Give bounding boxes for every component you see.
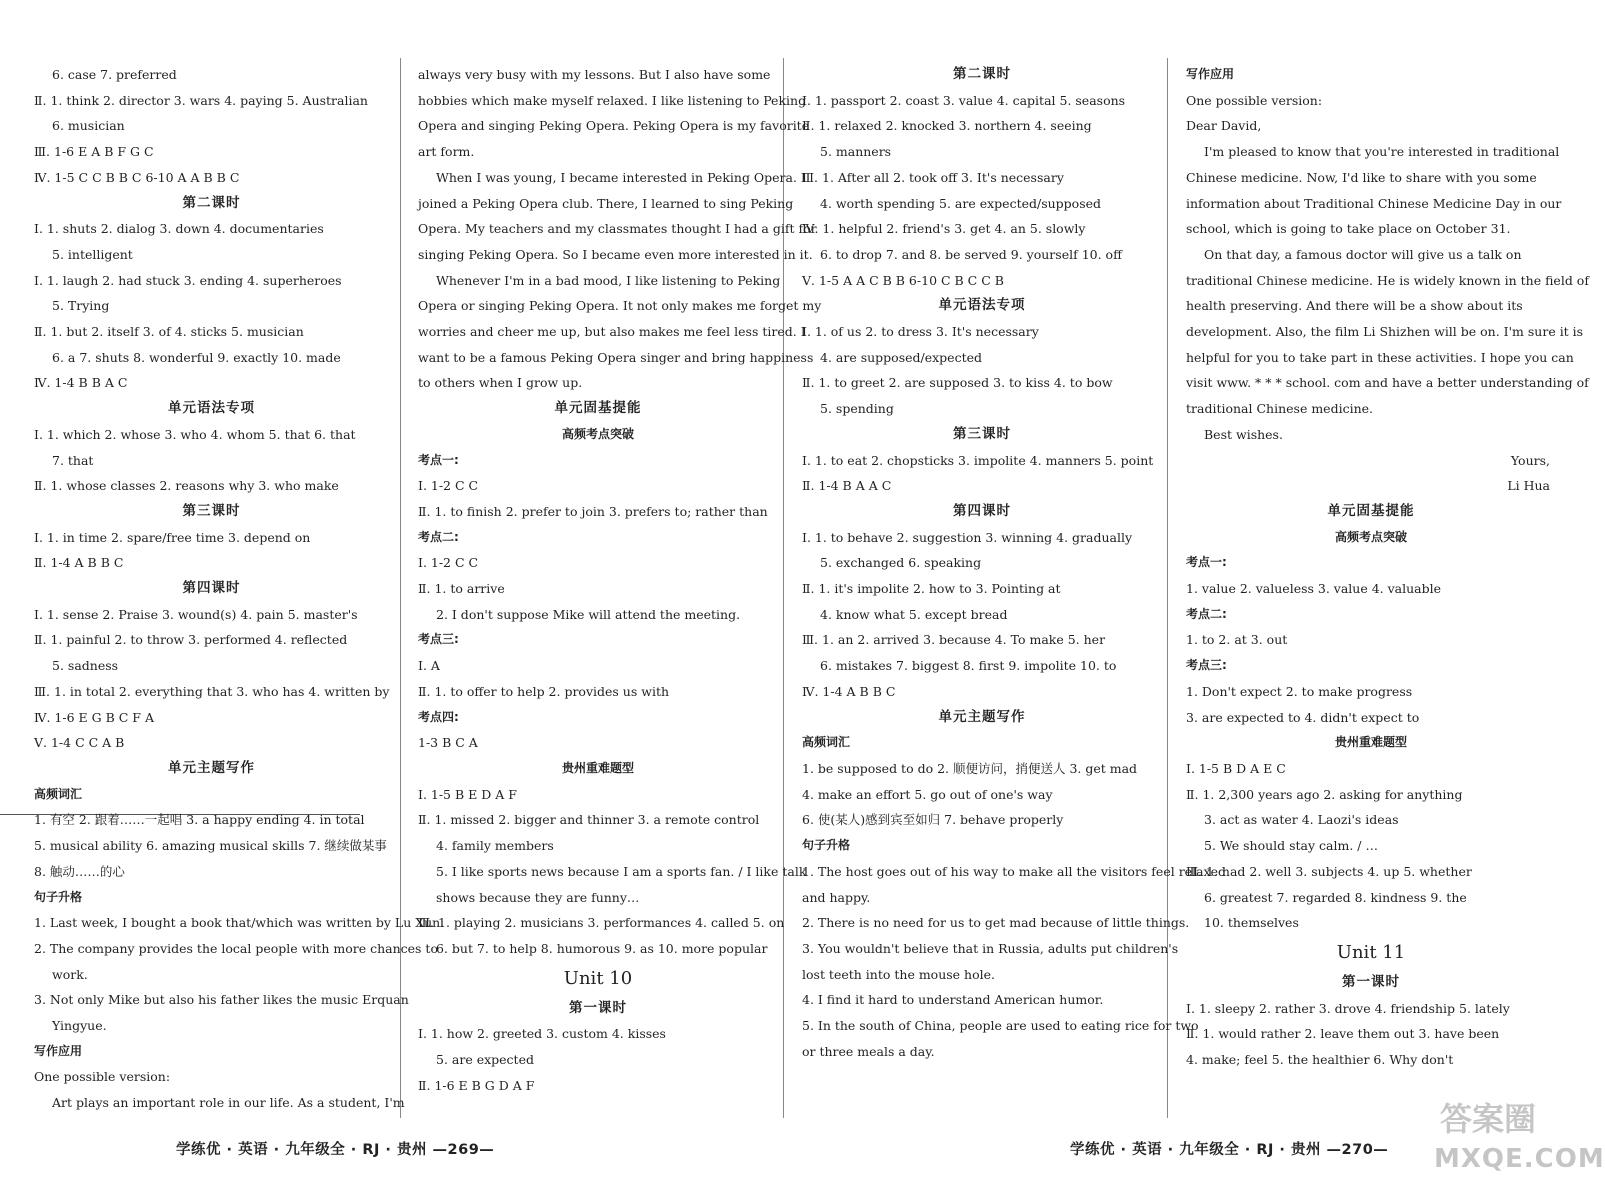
answer-line: Ⅱ. 1-4 A B B C: [34, 555, 124, 571]
watermark-url: MXQE.COM: [1434, 1144, 1605, 1174]
answer-line: Ⅰ. 1. sleepy 2. rather 3. drove 4. friendship 5. lately: [1186, 1000, 1510, 1016]
answer-line: Ⅱ. 1. but 2. itself 3. of 4. sticks 5. musician: [34, 324, 304, 340]
section-heading: Unit 10: [563, 967, 633, 989]
section-heading: 单元主题写作: [938, 708, 1026, 725]
answer-line: Opera or singing Peking Opera. It not only makes me forget my: [418, 298, 822, 314]
answer-line: 6. a 7. shuts 8. wonderful 9. exactly 10. made: [52, 349, 341, 365]
answer-line: helpful for you to take part in these activities. I hope you can: [1186, 349, 1574, 365]
answer-line: 2. There is no need for us to get mad because of little things.: [802, 915, 1190, 931]
subsection-label: 高频词汇: [34, 786, 83, 801]
answer-line: Ⅰ. 1. passport 2. coast 3. value 4. capital 5. seasons: [802, 92, 1126, 108]
answer-line: Ⅱ. 1. think 2. director 3. wars 4. paying 5. Australian: [34, 92, 368, 108]
answer-line: 5. sadness: [52, 658, 119, 674]
answer-line: 4. worth spending 5. are expected/supposed: [820, 195, 1102, 211]
subsection-label: 写作应用: [34, 1043, 83, 1058]
answer-column-2: [418, 62, 822, 1098]
answer-line: Ⅱ. 1. it's impolite 2. how to 3. Pointing at: [802, 581, 1061, 597]
answer-line: 1. to 2. at 3. out: [1186, 632, 1288, 648]
answer-line: Li Hua: [1507, 478, 1550, 494]
subsection-label: 考点一:: [1186, 555, 1227, 570]
answer-line: work.: [52, 966, 88, 982]
column-divider: [400, 58, 401, 1118]
answer-line: Ⅱ. 1. relaxed 2. knocked 3. northern 4. seeing: [802, 118, 1092, 134]
section-heading: 单元语法专项: [938, 297, 1026, 314]
subsection-label: 考点一:: [418, 452, 459, 467]
section-heading: 单元固基提能: [1327, 502, 1415, 519]
section-heading: Unit 11: [1336, 941, 1406, 963]
answer-line: Ⅰ. 1-5 B D A E C: [1186, 760, 1286, 776]
answer-line: 6. 使(某人)感到宾至如归 7. behave properly: [802, 812, 1064, 828]
answer-line: information about Traditional Chinese Medicine Day in our: [1186, 195, 1562, 211]
section-heading: 第二课时: [182, 194, 241, 211]
answer-line: Chinese medicine. Now, I'd like to share with you some: [1186, 169, 1537, 185]
section-heading: 第三课时: [182, 502, 241, 519]
answer-line: lost teeth into the mouse hole.: [802, 966, 995, 982]
answer-line: 6. to drop 7. and 8. be served 9. yourself 10. off: [820, 246, 1122, 262]
answer-line: 2. The company provides the local people with more chances to: [34, 940, 438, 956]
section-heading: 第一课时: [1342, 973, 1400, 990]
answer-line: 5. We should stay calm. / …: [1204, 838, 1378, 854]
answer-line: 6. but 7. to help 8. humorous 9. as 10. more popular: [436, 940, 768, 956]
section-heading: 第四课时: [953, 502, 1011, 519]
answer-line: health preserving. And there will be a show about its: [1186, 298, 1523, 314]
answer-line: visit www. * * * school. com and have a better understanding of: [1186, 375, 1589, 391]
answer-line: 6. mistakes 7. biggest 8. first 9. impolite 10. to: [820, 658, 1117, 674]
answer-line: Ⅰ. 1. of us 2. to dress 3. It's necessary: [802, 324, 1039, 340]
answer-line: Ⅱ. 1. to finish 2. prefer to join 3. prefers to; rather than: [418, 503, 768, 519]
answer-line: 8. 触动……的心: [34, 863, 125, 879]
answer-line: shows because they are funny…: [436, 889, 640, 905]
answer-line: Ⅱ. 1. to offer to help 2. provides us with: [418, 683, 670, 699]
subsection-label: 考点二:: [1186, 606, 1227, 621]
answer-line: Ⅱ. 1. would rather 2. leave them out 3. have been: [1186, 1026, 1500, 1042]
answer-line: Opera. My teachers and my classmates thought I had a gift for: [418, 221, 817, 237]
answer-line: 5. Trying: [52, 298, 110, 314]
answer-line: want to be a famous Peking Opera singer and bring happiness: [418, 349, 814, 365]
answer-line: 1. be supposed to do 2. 顺便访问，捎便送人 3. get mad: [802, 760, 1138, 776]
answer-line: 2. I don't suppose Mike will attend the meeting.: [436, 606, 741, 622]
answer-line: Ⅱ. 1-6 E B G D A F: [418, 1077, 535, 1093]
answer-line: 1-3 B C A: [418, 735, 478, 751]
answer-line: Ⅱ. 1. 2,300 years ago 2. asking for anything: [1186, 786, 1463, 802]
section-heading: 单元主题写作: [168, 759, 255, 776]
answer-line: Ⅲ. 1. had 2. well 3. subjects 4. up 5. whether: [1186, 863, 1472, 879]
answer-line: 6. case 7. preferred: [52, 67, 177, 82]
answer-line: 4. make an effort 5. go out of one's way: [802, 786, 1053, 802]
answer-line: 4. know what 5. except bread: [820, 606, 1008, 622]
answer-line: 7. that: [52, 452, 94, 468]
answer-line: 5. In the south of China, people are used to eating rice for two: [802, 1018, 1199, 1034]
answer-line: 1. Last week, I bought a book that/which was written by Lu Xun.: [34, 915, 445, 931]
answer-line: Ⅰ. 1. sense 2. Praise 3. wound(s) 4. pain 5. master's: [34, 606, 358, 622]
answer-line: One possible version:: [34, 1069, 171, 1085]
answer-line: development. Also, the film Li Shizhen will be on. I'm sure it is: [1186, 324, 1584, 340]
answer-line: Ⅲ. 1-6 E A B F G C: [34, 144, 154, 160]
answer-line: 5. are expected: [436, 1052, 534, 1068]
answer-line: Ⅱ. 1-4 B A A C: [802, 478, 892, 494]
section-heading: 单元语法专项: [168, 400, 255, 417]
subsection-label: 考点二:: [418, 529, 459, 544]
answer-line: Ⅱ. 1. to arrive: [418, 581, 505, 597]
answer-line: Ⅰ. 1. to behave 2. suggestion 3. winning 4. gradually: [802, 529, 1133, 545]
answer-line: Ⅰ. 1-2 C C: [418, 478, 479, 494]
answer-line: traditional Chinese medicine. He is widely known in the field of: [1186, 272, 1589, 288]
answer-line: 5. spending: [820, 401, 894, 417]
subsection-label: 考点四:: [418, 709, 459, 724]
answer-line: art form.: [418, 144, 475, 160]
answer-line: Ⅲ. 1. playing 2. musicians 3. performances 4. called 5. on: [418, 915, 785, 931]
answer-line: 6. greatest 7. regarded 8. kindness 9. the: [1204, 889, 1467, 905]
subsection-label: 写作应用: [1186, 67, 1235, 81]
answer-line: Ⅰ. 1. to eat 2. chopsticks 3. impolite 4. manners 5. point: [802, 452, 1154, 468]
answer-line: worries and cheer me up, but also makes me feel less tired. I: [418, 324, 806, 340]
answer-line: Ⅰ. A: [418, 658, 440, 674]
watermark-logo: 答案圈: [1440, 1100, 1537, 1138]
answer-line: Ⅰ. 1. which 2. whose 3. who 4. whom 5. that 6. that: [34, 426, 356, 442]
answer-line: 6. musician: [52, 118, 125, 134]
section-heading: 单元固基提能: [554, 400, 642, 417]
section-heading: 贵州重难题型: [1334, 735, 1407, 750]
answer-line: Ⅲ. 1. in total 2. everything that 3. who has 4. written by: [34, 683, 390, 699]
answer-line: 3. Not only Mike but also his father likes the music Erquan: [34, 992, 409, 1008]
answer-line: and happy.: [802, 889, 871, 905]
page-footer-right: 学练优 · 英语 · 九年级全 · RJ · 贵州 —270—: [1070, 1142, 1389, 1158]
subsection-label: 高频词汇: [802, 735, 851, 750]
section-heading: 第二课时: [953, 66, 1011, 82]
page-footer-left: 学练优 · 英语 · 九年级全 · RJ · 贵州 —269—: [176, 1142, 495, 1158]
column-divider: [783, 58, 784, 1118]
answer-line: 5. intelligent: [52, 246, 133, 262]
answer-line: 1. 有空 2. 跟着……一起唱 3. a happy ending 4. in total: [34, 812, 365, 828]
answer-line: Ⅴ. 1-5 A A C B B 6-10 C B C C B: [802, 272, 1004, 288]
answer-line: school, which is going to take place on October 31.: [1186, 221, 1511, 237]
answer-line: Art plays an important role in our life. As a student, I'm: [52, 1095, 405, 1111]
subsection-label: 考点三:: [418, 632, 459, 647]
answer-line: On that day, a famous doctor will give us a talk on: [1204, 246, 1522, 262]
answer-line: Ⅲ. 1. an 2. arrived 3. because 4. To make 5. her: [802, 632, 1106, 648]
section-heading: 第三课时: [953, 425, 1011, 442]
watermark: [1428, 1094, 1605, 1184]
answer-line: One possible version:: [1186, 92, 1323, 108]
answer-line: Yours,: [1510, 452, 1550, 468]
answer-line: Ⅰ. 1-2 C C: [418, 555, 479, 571]
answer-line: to others when I grow up.: [418, 375, 583, 391]
answer-line: joined a Peking Opera club. There, I learned to sing Peking: [418, 195, 794, 211]
answer-line: Whenever I'm in a bad mood, I like listening to Peking: [436, 272, 781, 288]
answer-line: 1. value 2. valueless 3. value 4. valuable: [1186, 581, 1442, 597]
answer-line: Ⅳ. 1-4 A B B C: [802, 683, 896, 699]
answer-line: always very busy with my lessons. But I also have some: [418, 67, 771, 82]
section-heading: 高频考点突破: [1334, 529, 1407, 544]
answer-line: 10. themselves: [1204, 915, 1299, 931]
answer-line: Best wishes.: [1204, 426, 1283, 442]
answer-line: 4. family members: [436, 838, 554, 854]
answer-line: Dear David,: [1186, 118, 1262, 134]
section-heading: 高频考点突破: [561, 426, 634, 441]
answer-line: or three meals a day.: [802, 1043, 935, 1059]
answer-line: 5. manners: [820, 144, 892, 160]
section-heading: 贵州重难题型: [561, 760, 634, 775]
answer-line: 4. I find it hard to understand American humor.: [802, 992, 1104, 1008]
answer-line: When I was young, I became interested in Peking Opera. I: [436, 169, 806, 185]
answer-line: Ⅰ. 1. in time 2. spare/free time 3. depend on: [34, 529, 311, 545]
answer-line: Ⅳ. 1-5 C C B B C 6-10 A A B B C: [34, 169, 240, 185]
answer-line: Ⅱ. 1. to greet 2. are supposed 3. to kiss 4. to bow: [802, 375, 1113, 391]
answer-line: Ⅰ. 1. laugh 2. had stuck 3. ending 4. superheroes: [34, 272, 342, 288]
answer-line: Ⅱ. 1. missed 2. bigger and thinner 3. a remote control: [418, 812, 760, 828]
section-heading: 第四课时: [182, 580, 241, 597]
answer-line: 4. are supposed/expected: [820, 349, 982, 365]
answer-line: 1. The host goes out of his way to make all the visitors feel relaxed: [802, 863, 1226, 879]
answer-line: Ⅳ. 1-6 E G B C F A: [34, 709, 154, 725]
answer-line: Ⅳ. 1-4 B B A C: [34, 375, 128, 391]
section-heading: 第一课时: [569, 999, 627, 1016]
subsection-label: 句子升格: [802, 838, 851, 853]
answer-line: traditional Chinese medicine.: [1186, 401, 1373, 417]
answer-line: singing Peking Opera. So I became even more interested in it.: [418, 246, 813, 262]
answer-line: 3. act as water 4. Laozi's ideas: [1204, 812, 1399, 828]
answer-line: Ⅴ. 1-4 C C A B: [34, 735, 125, 751]
answer-line: Ⅰ. 1. shuts 2. dialog 3. down 4. documentaries: [34, 221, 324, 237]
subsection-label: 考点三:: [1186, 658, 1227, 673]
answer-line: Ⅲ. 1. After all 2. took off 3. It's necessary: [802, 169, 1064, 185]
answer-column-4: [1186, 62, 1589, 1073]
subsection-label: 句子升格: [34, 889, 83, 904]
answer-line: Ⅱ. 1. painful 2. to throw 3. performed 4. reflected: [34, 632, 348, 648]
answer-line: hobbies which make myself relaxed. I like listening to Peking: [418, 92, 807, 108]
answer-line: Opera and singing Peking Opera. Peking Opera is my favorite: [418, 118, 810, 134]
answer-line: 5. musical ability 6. amazing musical skills 7. 继续做某事: [34, 838, 387, 854]
answer-line: 5. exchanged 6. speaking: [820, 555, 982, 571]
answer-line: I'm pleased to know that you're interested in traditional: [1204, 144, 1560, 160]
answer-line: 3. You wouldn't believe that in Russia, adults put children's: [802, 940, 1179, 956]
answer-line: 4. make; feel 5. the healthier 6. Why don't: [1186, 1052, 1454, 1068]
answer-line: 1. Don't expect 2. to make progress: [1186, 683, 1413, 699]
answer-line: Ⅳ. 1. helpful 2. friend's 3. get 4. an 5. slowly: [802, 221, 1086, 237]
answer-line: Ⅰ. 1-5 B E D A F: [418, 786, 517, 802]
answer-line: Yingyue.: [52, 1018, 107, 1034]
answer-line: Ⅰ. 1. how 2. greeted 3. custom 4. kisses: [418, 1026, 666, 1042]
answer-line: Ⅱ. 1. whose classes 2. reasons why 3. who make: [34, 478, 339, 494]
answer-line: 5. I like sports news because I am a sports fan. / I like talk: [436, 863, 807, 879]
column-divider: [1167, 58, 1168, 1118]
answer-line: 3. are expected to 4. didn't expect to: [1186, 709, 1420, 725]
